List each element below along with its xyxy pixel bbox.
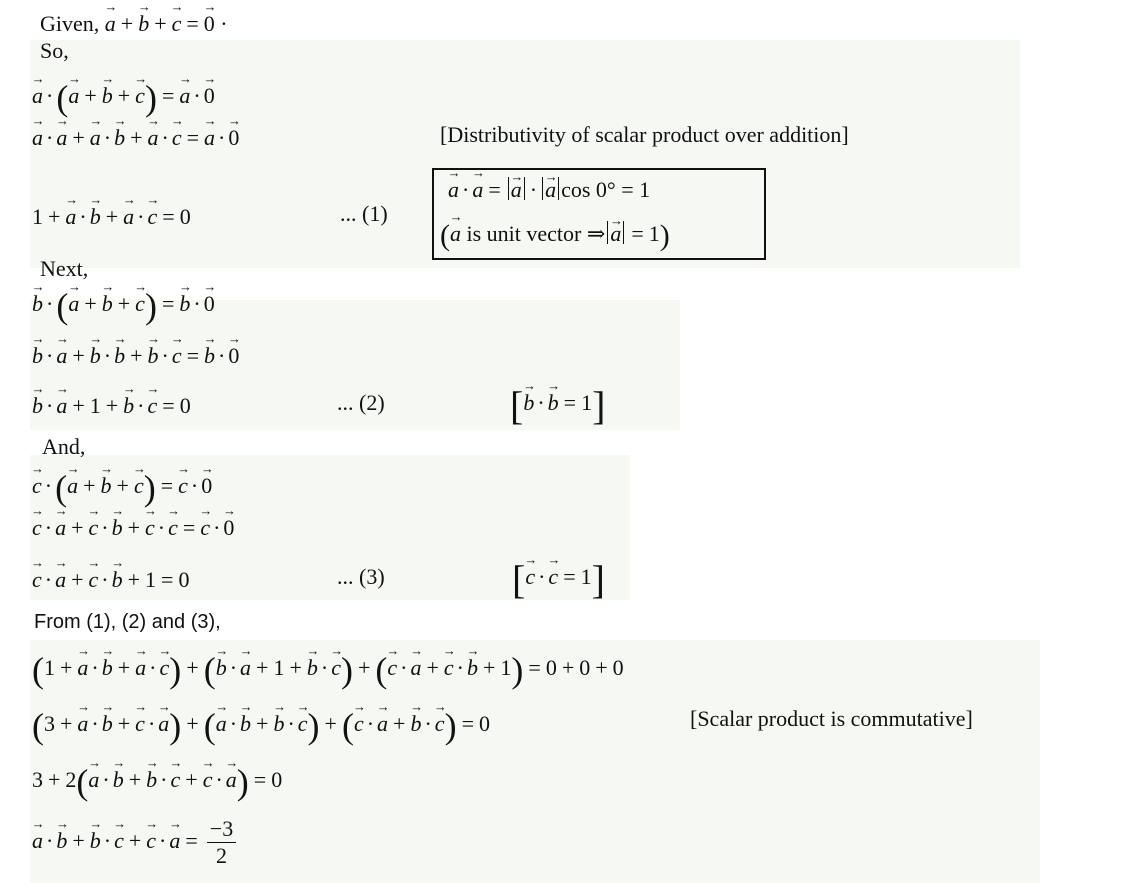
reason-a-dot-a: → a ·→ a =→ a ·→ a cos 0° = 1 [448, 176, 650, 201]
label-3: (3) [359, 564, 385, 589]
next-label: Next, [40, 256, 89, 281]
eq-final: → a ·→ b +→ b ·→ c +→ c ·→ a = $\frac{-3}{2}$ [32, 818, 236, 867]
vec-zero: → 0 [204, 10, 215, 35]
reason-unit-a: (→ a is unit vector ⇒→ a = 1) [440, 220, 670, 251]
vec-c: → c [172, 10, 182, 35]
final-fraction [207, 818, 236, 867]
eq-c-dot-sum: → c ·(→ a +→ b +→ c) =→ c ·→ 0 [32, 470, 212, 506]
given-word: Given, [40, 11, 100, 36]
so-label: So, [40, 38, 69, 63]
vec-b: → b [138, 10, 149, 35]
eq-1: 1 +→ a ·→ b +→ a ·→ c = 0 [32, 203, 191, 228]
eq-2-label: ... (2) [337, 390, 385, 415]
label-2: (2) [359, 390, 385, 415]
eq-a-expand: → a ·→ a +→ a ·→ b +→ a ·→ c =→ a ·→ 0 [32, 124, 239, 149]
eq-1-label: ... (1) [340, 201, 388, 226]
eq-3: → c ·→ a +→ c ·→ b + 1 = 0 [32, 566, 189, 591]
eq-sum: (1 +→ a ·→ b +→ a ·→ c) + (→ b ·→ a + 1 +→ b ·→ c) + (→ c ·→ a +→ c ·→ b + 1) = 0 + 0 + 0 [32, 652, 624, 688]
eq-c-expand: → c ·→ a +→ c ·→ b +→ c ·→ c =→ c ·→ 0 [32, 514, 234, 539]
eq-2: → b ·→ a + 1 +→ b ·→ c = 0 [32, 392, 191, 417]
given-line: Given, → a +→ b +→ c =→ 0 · [40, 10, 228, 35]
eq-regroup: (3 +→ a ·→ b +→ c ·→ a) + (→ a ·→ b +→ b ·→ c) + (→ c ·→ a +→ b ·→ c) = 0 [32, 708, 490, 744]
eq-a-dot-sum: → a ·(→ a +→ b +→ c) =→ a ·→ 0 [32, 80, 215, 116]
reason-distributivity: [Distributivity of scalar product over addition] [440, 122, 849, 147]
vec-a: → a [105, 10, 116, 35]
eq-factored: 3 + 2(→ a ·→ b +→ b ·→ c +→ c ·→ a) = 0 [32, 764, 282, 800]
eq-3-label: ... (3) [337, 564, 385, 589]
reason-b-dot-b: [→ b ·→ b = 1] [510, 386, 605, 426]
eq-b-expand: → b ·→ a +→ b ·→ b +→ b ·→ c =→ b ·→ 0 [32, 342, 239, 367]
label-1: (1) [362, 201, 388, 226]
eq-b-dot-sum: → b ·(→ a +→ b +→ c) =→ b ·→ 0 [32, 288, 215, 324]
from-label: From (1), (2) and (3), [34, 611, 221, 633]
final-numerator: −3 [207, 818, 236, 843]
reason-commutative: [Scalar product is commutative] [690, 706, 973, 731]
final-denominator: 2 [215, 843, 227, 868]
and-label: And, [42, 434, 86, 459]
reason-c-dot-c: [→ c ·→ c = 1] [512, 560, 605, 600]
